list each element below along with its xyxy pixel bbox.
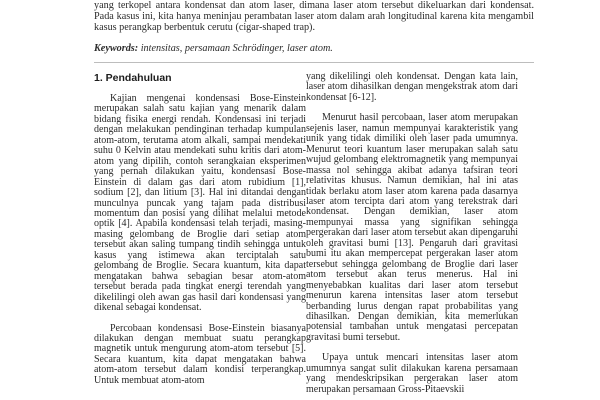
abstract-text: yang terkopel antara kondensat dan atom laser, dimana laser atom tersebut dikeluarkan dari kondensat. Pada kasus ini, kita hanya meninjau perambatan laser atom dalam arah longitudinal karena kita mengambil kasus perangkap berbentuk cerutu (cigar-shaped trap). bbox=[94, 0, 534, 34]
body-paragraph: Upaya untuk mencari intensitas laser atom umumnya sangat sulit dilakukan karena persamaan yang mendeskripsikan pergerakan laser atom merupakan persamaan Gross-Pitaevskii bbox=[306, 352, 518, 395]
abstract-tail bbox=[94, 0, 534, 34]
body-paragraph: Menurut hasil percobaan, laser atom merupakan sejenis laser, namun mempunyai karakteristik yang unik yang tidak dimiliki oleh laser pada umumnya. Menurut teori kuantum laser merupakan salah satu wujud gelombang elektromagnetik yang mempunyai massa nol sehingga akibat adanya tafsiran teori relativitas khusus. Namun demikian, hal ini atas tidak berlaku atom laser atom karena pada dasarnya laser atom tercipta dari atom yang terekstrak dari kondensat. Dengan demikian, laser atom mempunyai massa yang signifikan sehingga pergerakan dari laser atom tersebut akan dipengaruhi oleh gravitasi bumi [13]. Pengaruh dari gravitasi bumi itu akan mempercepat pergerakan laser atom tersebut sehingga gelombang de Broglie dari laser atom tersebut akan terus menerus. Hal ini menyebabkan kualitas dari laser atom tersebut menurun karena intensitas laser atom tersebut berbanding lurus dengan rapat probabilitas yang dihasilkan. Dengan demikian, kita memerlukan potensial tambahan untuk mengatasi percepatan gravitasi bumi tersebut. bbox=[306, 112, 518, 343]
section-heading: 1. Pendahuluan bbox=[94, 72, 172, 84]
keywords-text: intensitas, persamaan Schrödinger, laser atom. bbox=[140, 43, 333, 54]
section-divider bbox=[94, 62, 534, 63]
body-paragraph: Kajian mengenai kondensasi Bose-Einstein merupakan salah satu kajian yang menarik dalam bidang fisika energi rendah. Kondensasi ini terjadi dengan melakukan pendinginan terhadap kumpulan atom-atom, terutama atom alkali, sampai mendekati suhu 0 Kelvin atau mendekati suhu kritis dari atom-atom yang dipilih, contoh serangkaian eksperimen yang pernah dilakukan yaitu, kondensasi Bose-Einstein di dalam gas dari atom rubidium [1], sodium [2], dan litium [3]. Hal ini ditandai dengan munculnya puncak yang tajam pada distribusi momentum dan posisi yang dilihat melalui metode optik [4]. Apabila kondensasi telah terjadi, masing-masing gelombang de Broglie dari setiap atom tersebut akan saling tumpang tindih sehingga untuk kasus yang istimewa akan terciptalah satu gelombang de Broglie. Secara kuantum, kita dapat mengatakan bahwa sebagian besar atom-atom tersebut berada pada tingkat energi terendah yang dikelilingi oleh awan gas hasil dari kondensasi yang dikenal sebagai kondensat. bbox=[94, 93, 306, 314]
left-column bbox=[94, 72, 306, 386]
body-paragraph: yang dikelilingi oleh kondensat. Dengan kata lain, laser atom dihasilkan dengan mengekstrak atom dari kondensat [6-12]. bbox=[306, 71, 518, 103]
keywords-label: Keywords: bbox=[94, 43, 139, 54]
keywords-line bbox=[94, 43, 534, 55]
right-column bbox=[306, 72, 518, 395]
body-paragraph: Percobaan kondensasi Bose-Einstein biasanya dilakukan dengan membuat suatu perangkap magnetik untuk mengurung atom-atom tersebut [5]. Secara kuantum, kita dapat mengatakan bahwa atom-atom tersebut dalam kondisi terperangkap. Untuk membuat atom-atom bbox=[94, 322, 306, 386]
